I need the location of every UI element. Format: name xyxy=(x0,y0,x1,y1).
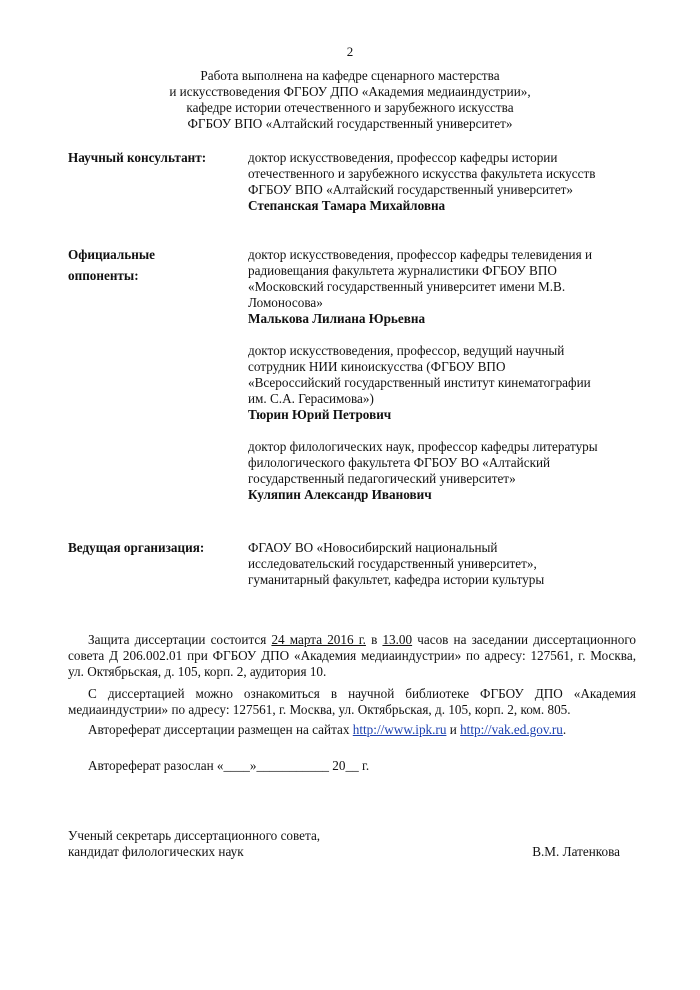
opponent-line: доктор искусствоведения, профессор кафедры телевидения и xyxy=(248,247,593,262)
opponent-entry xyxy=(248,439,648,503)
library-paragraph: С диссертацией можно ознакомиться в научной библиотеке ФГБОУ ДПО «Академия медиаиндустрии» по адресу: 127561, г. Москва, ул. Октябрьская, д. 105, корп. 2, ком. 805. xyxy=(68,686,636,717)
opponent-line: доктор филологических наук, профессор кафедры литературы xyxy=(248,439,598,454)
opponent-name: Куляпин Александр Иванович xyxy=(248,487,432,502)
leading-org-line: исследовательский государственный университет», xyxy=(248,556,537,571)
consultant-line: отечественного и зарубежного искусства факультета искусств xyxy=(248,166,596,181)
ipk-link[interactable]: http://www.ipk.ru xyxy=(352,722,447,737)
opponent-entry xyxy=(248,343,648,423)
opponents-label-line: Официальные xyxy=(68,247,156,262)
sent-paragraph: Автореферат разослан «____»___________ 20__ г. xyxy=(88,758,370,773)
opponent-line: государственный педагогический университет» xyxy=(248,471,516,486)
defense-text: в xyxy=(365,632,383,647)
leading-org-line: гуманитарный факультет, кафедра истории культуры xyxy=(248,572,545,587)
defense-text: часов на заседании диссертационного совета Д 206.002.01 при ФГБОУ ДПО «Академия медиаиндустрии» по адресу: 127561, г. Москва, ул. Октябрьская, д. 105, корп. 2, аудитория 10. xyxy=(68,632,636,679)
defense-paragraph xyxy=(68,632,636,680)
vak-link[interactable]: http://vak.ed.gov.ru xyxy=(460,722,563,737)
consultant-name: Степанская Тамара Михайловна xyxy=(248,198,446,213)
opponent-line: «Московский государственный университет имени М.В. xyxy=(248,279,566,294)
opponent-line: радиовещания факультета журналистики ФГБОУ ВПО xyxy=(248,263,557,278)
opponent-line: филологического факультета ФГБОУ ВО «Алтайский xyxy=(248,455,551,470)
consultant-label: Научный консультант: xyxy=(68,150,207,165)
leading-org-details xyxy=(248,540,648,588)
header-line: и искусствоведения ФГБОУ ДПО «Академия медиаиндустрии», xyxy=(169,84,531,99)
signature-title-line: Ученый секретарь диссертационного совета, xyxy=(68,828,321,843)
opponents-label-line: оппоненты: xyxy=(68,268,139,283)
websites-end: . xyxy=(562,722,567,737)
opponent-line: им. С.А. Герасимова») xyxy=(248,391,374,406)
opponent-line: доктор искусствоведения, профессор, ведущий научный xyxy=(248,343,565,358)
header-line: ФГБОУ ВПО «Алтайский государственный университет» xyxy=(187,116,513,131)
websites-paragraph xyxy=(68,722,636,738)
header-line: кафедре истории отечественного и зарубежного искусства xyxy=(186,100,514,115)
document-header xyxy=(0,68,700,132)
opponent-name: Тюрин Юрий Петрович xyxy=(248,407,392,422)
opponent-entry xyxy=(248,247,648,327)
leading-org-line: ФГАОУ ВО «Новосибирский национальный xyxy=(248,540,498,555)
websites-and: и xyxy=(446,722,461,737)
signature-name: В.М. Латенкова xyxy=(532,844,620,859)
opponents-list xyxy=(248,247,648,519)
leading-org-label: Ведущая организация: xyxy=(68,540,205,555)
signature-degree-line: кандидат филологических наук xyxy=(68,844,244,859)
websites-text: Автореферат диссертации размещен на сайтах xyxy=(88,722,353,737)
defense-text: Защита диссертации состоится xyxy=(88,632,272,647)
consultant-line: доктор искусствоведения, профессор кафедры истории xyxy=(248,150,558,165)
consultant-line: ФГБОУ ВПО «Алтайский государственный университет» xyxy=(248,182,574,197)
opponent-line: сотрудник НИИ киноискусства (ФГБОУ ВПО xyxy=(248,359,506,374)
header-line: Работа выполнена на кафедре сценарного мастерства xyxy=(200,68,500,83)
defense-date: 24 марта 2016 г. xyxy=(271,632,366,647)
opponents-label xyxy=(68,247,243,284)
defense-time: 13.00 xyxy=(382,632,413,647)
opponent-line: Ломоносова» xyxy=(248,295,323,310)
consultant-details xyxy=(248,150,648,214)
opponent-name: Малькова Лилиана Юрьевна xyxy=(248,311,426,326)
opponent-line: «Всероссийский государственный институт кинематографии xyxy=(248,375,591,390)
page-number: 2 xyxy=(346,44,354,59)
signature-block xyxy=(68,828,620,860)
